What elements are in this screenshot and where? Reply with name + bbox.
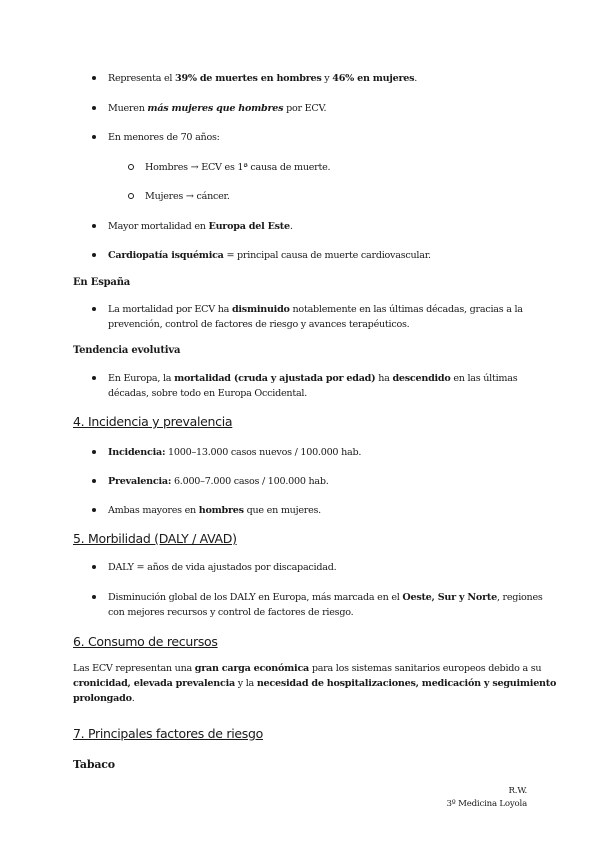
item-text: 1000–13.000 casos nuevos / 100.000 hab. — [165, 447, 362, 458]
bullet-icon — [92, 595, 96, 599]
item-text: . — [289, 221, 293, 232]
item-text: . — [414, 73, 418, 84]
bullet-icon — [92, 508, 96, 512]
paragraph — [73, 661, 556, 706]
item-text: en las últimas — [450, 373, 518, 384]
bullet-icon — [92, 76, 96, 80]
item-bold: hombres — [198, 505, 244, 516]
item-text: DALY = años de vida ajustados por discapacidad. — [108, 562, 337, 573]
bullet-icon — [92, 106, 96, 110]
footer-course: 3º Medicina Loyola — [446, 799, 527, 809]
item-text: por ECV. — [283, 103, 327, 114]
subsection-heading: En España — [73, 277, 131, 288]
footer — [446, 785, 527, 811]
item-bold: mortalidad (cruda y ajustada por edad) — [174, 373, 376, 384]
list-item — [108, 590, 543, 620]
item-bold: Cardiopatía isquémica — [108, 250, 224, 261]
item-text: Mujeres → cáncer. — [145, 191, 230, 202]
sub-bullet-icon — [128, 193, 134, 199]
bullet-icon — [92, 479, 96, 483]
item-text: Ambas mayores en — [108, 505, 199, 516]
list-item — [108, 302, 523, 332]
sub-bullet-icon — [128, 164, 134, 170]
item-text: ha — [375, 373, 393, 384]
item-text: con mejores recursos y control de factores de riesgo. — [108, 607, 354, 618]
bullet-icon — [92, 307, 96, 311]
item-text: que en mujeres. — [243, 505, 321, 516]
list-item — [108, 101, 326, 116]
para-bold: gran carga económica — [194, 663, 310, 674]
list-item — [145, 160, 330, 175]
item-text: La mortalidad por ECV ha — [108, 304, 232, 315]
subsection-heading: Tabaco — [73, 758, 115, 771]
para-text: y la — [234, 678, 257, 689]
para-bold: cronicidad, elevada prevalencia — [73, 678, 235, 689]
list-item — [108, 371, 517, 401]
item-bold: Prevalencia: — [108, 476, 172, 487]
list-item — [108, 474, 329, 489]
item-bold: 39% de muertes en hombres — [175, 73, 322, 84]
bullet-icon — [92, 376, 96, 380]
list-item — [108, 71, 417, 86]
item-text: prevención, control de factores de riesgo y avances terapéuticos. — [108, 319, 410, 330]
list-item — [108, 219, 293, 234]
item-text: Disminución global de los DALY en Europa, más marcada en el — [108, 592, 403, 603]
bullet-icon — [92, 253, 96, 257]
item-text: Representa el — [108, 73, 176, 84]
item-text: Mueren — [108, 103, 148, 114]
item-bold: más mujeres que hombres — [147, 103, 284, 114]
item-bold: Incidencia: — [108, 447, 166, 458]
bullet-icon — [92, 565, 96, 569]
item-text: Hombres → ECV es 1ª causa de muerte. — [145, 162, 331, 173]
list-item — [145, 189, 230, 204]
list-item — [108, 503, 321, 518]
item-text: , regiones — [496, 592, 543, 603]
list-item — [108, 248, 431, 263]
footer-initials: R.W. — [508, 786, 527, 796]
item-bold: Europa del Este — [208, 221, 290, 232]
bullet-icon — [92, 224, 96, 228]
para-text: para los sistemas sanitarios europeos debido a su — [309, 663, 542, 674]
list-item — [108, 560, 336, 575]
item-text: En Europa, la — [108, 373, 175, 384]
item-text: En menores de 70 años: — [108, 132, 220, 143]
para-bold: necesidad de hospitalizaciones, medicación y seguimiento — [256, 678, 557, 689]
bullet-icon — [92, 135, 96, 139]
list-item — [108, 130, 220, 145]
item-text: = principal causa de muerte cardiovascular. — [223, 250, 431, 261]
item-bold: descendido — [392, 373, 451, 384]
bullet-icon — [92, 450, 96, 454]
item-bold: disminuido — [231, 304, 290, 315]
list-item — [108, 445, 361, 460]
item-text: Mayor mortalidad en — [108, 221, 209, 232]
para-bold: prolongado — [73, 693, 132, 704]
para-text: Las ECV representan una — [73, 663, 195, 674]
section-title: 7. Principales factores de riesgo — [73, 726, 263, 741]
item-bold: Oeste, Sur y Norte — [402, 592, 497, 603]
item-bold: 46% en mujeres — [332, 73, 415, 84]
item-text: 6.000–7.000 casos / 100.000 hab. — [171, 476, 329, 487]
section-title: 6. Consumo de recursos — [73, 634, 218, 649]
subsection-heading: Tendencia evolutiva — [73, 345, 181, 356]
para-text: . — [131, 693, 135, 704]
section-title: 4. Incidencia y prevalencia — [73, 414, 233, 429]
section-title: 5. Morbilidad (DALY / AVAD) — [73, 531, 237, 546]
item-text: y — [321, 73, 333, 84]
item-text: décadas, sobre todo en Europa Occidental. — [108, 388, 308, 399]
item-text: notablemente en las últimas décadas, gracias a la — [289, 304, 523, 315]
